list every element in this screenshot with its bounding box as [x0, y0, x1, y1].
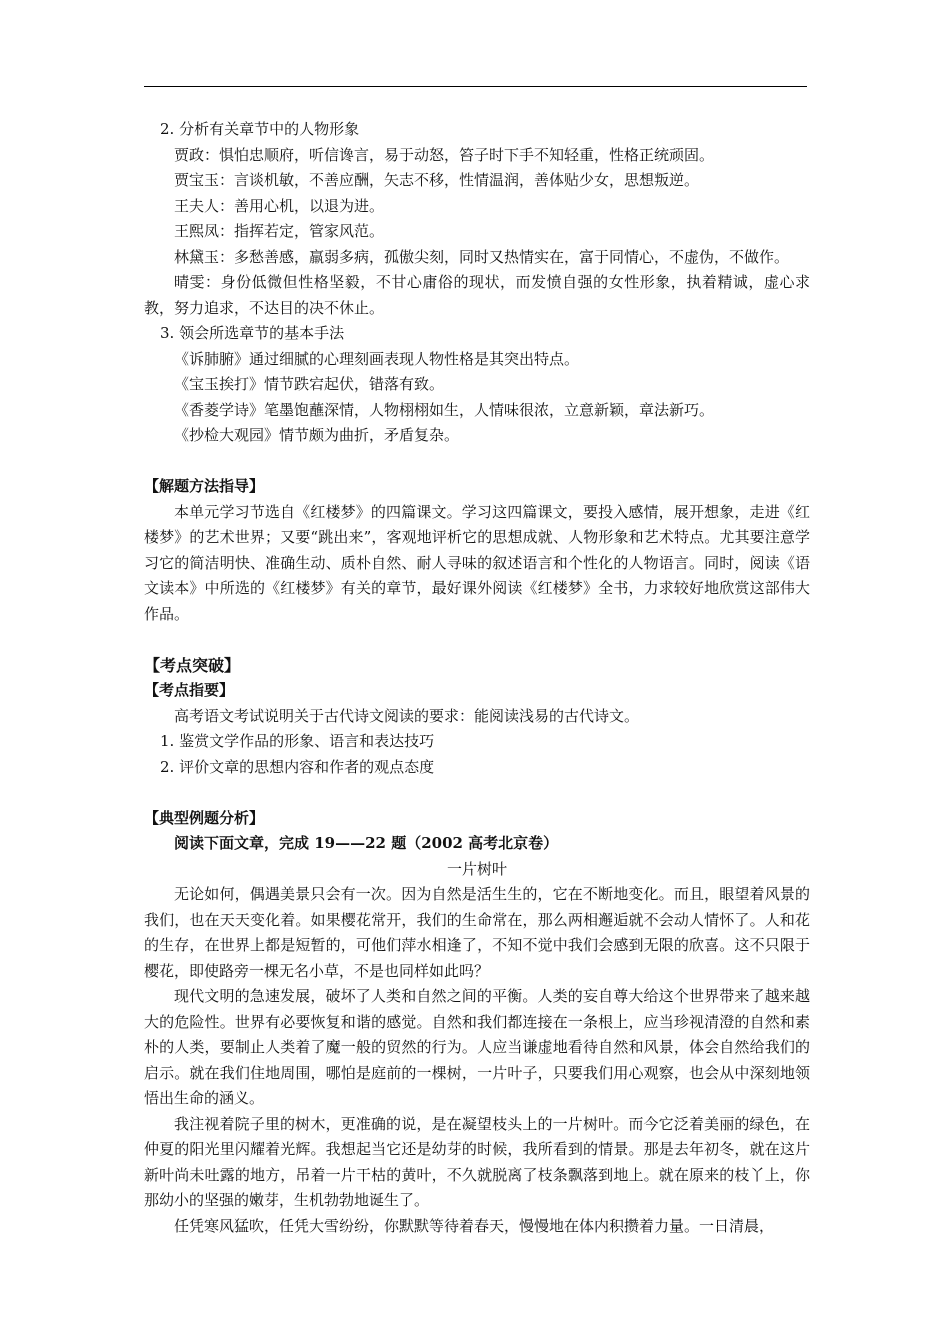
article-paragraph: 无论如何，偶遇美景只会有一次。因为自然是活生生的，它在不断地变化。而且，眼望着风景的我们，也在天天变化着。如果樱花常开，我们的生命常在，那么两相邂逅就不会动人情怀了。人和花的生存，在世界上都是短暂的，可他们萍水相逢了，不知不觉中我们会感到无限的欣喜。这不只限于樱花，即使路旁一棵无名小草，不是也同样如此吗？ [144, 885, 810, 980]
article-paragraph: 我注视着院子里的树木，更准确的说，是在凝望枝头上的一片树叶。而今它泛着美丽的绿色，在仲夏的阳光里闪耀着光辉。我想起当它还是幼芽的时候，我所看到的情景。那是去年初冬，就在这片新叶尚未吐露的地方，吊着一片干枯的黄叶，不久就脱离了枝条飘落到地上。就在原来的枝丫上，你那幼小的坚强的嫩芽，生机勃勃地诞生了。 [144, 1114, 810, 1209]
character-jiazheng: 贾政：惧怕忠顺府，听信谗言，易于动怒，笞子时下手不知轻重，性格正统顽固。 [174, 145, 715, 164]
technique-item: 《抄检大观园》情节颇为曲折，矛盾复杂。 [174, 426, 460, 444]
reading-instruction: 阅读下面文章，完成 19——22 题（2002 高考北京卷） [174, 834, 559, 852]
article-title: 一片树叶 [446, 859, 507, 878]
section-2-heading: 2. 分析有关章节中的人物形象 [160, 120, 360, 138]
document-page [144, 117, 810, 1239]
character-wangxifeng: 王熙凤：指挥若定，管家风范。 [174, 222, 385, 240]
article-paragraph: 任凭寒风猛吹，任凭大雪纷纷，你默默等待着春天，慢慢地在体内积攒着力量。一日清晨， [174, 1216, 775, 1235]
section-3-heading: 3. 领会所选章节的基本手法 [160, 324, 345, 342]
requirements-intro: 高考语文考试说明关于古代诗文阅读的要求：能阅读浅易的古代诗文。 [174, 706, 640, 725]
header-rule [144, 86, 807, 87]
key-point-item: 1. 鉴赏文学作品的形象、语言和表达技巧 [160, 732, 435, 750]
technique-item: 《香菱学诗》笔墨饱蘸深情，人物栩栩如生，人情味很浓，立意新颖，章法新巧。 [174, 400, 715, 419]
examples-heading: 【典型例题分析】 [144, 808, 265, 827]
character-lindaiyu: 林黛玉：多愁善感，羸弱多病，孤傲尖刻，同时又热情实在，富于同情心，不虚伪，不做作。 [174, 247, 790, 266]
key-points-heading: 【考点指要】 [144, 681, 235, 699]
technique-item: 《诉肺腑》通过细腻的心理刻画表现人物性格是其突出特点。 [174, 349, 580, 368]
method-heading: 【解题方法指导】 [144, 477, 265, 495]
key-point-item: 2. 评价文章的思想内容和作者的观点态度 [160, 757, 435, 776]
character-qingwen: 晴雯：身份低微但性格坚毅，不甘心庸俗的现状，而发愤自强的女性形象，执着精诚，虚心求教，努力追求，不达目的决不休止。 [144, 273, 810, 317]
article-paragraph: 现代文明的急速发展，破坏了人类和自然之间的平衡。人类的妄自尊大给这个世界带来了越来越大的危险性。世界有必要恢复和谐的感觉。自然和我们都连接在一条根上，应当珍视清澄的自然和素朴的人类，要制止人类着了魔一般的贸然的行为。人应当谦虚地看待自然和风景，体会自然给我们的启示。就在我们住地周围，哪怕是庭前的一棵树，一片叶子，只要我们用心观察，也会从中深刻地领悟出生命的涵义。 [144, 987, 810, 1107]
method-paragraph: 本单元学习节选自《红楼梦》的四篇课文。学习这四篇课文，要投入感情，展开想象，走进《红楼梦》的艺术世界；又要“跳出来”，客观地评析它的思想成就、人物形象和艺术特点。尤其要注意学习它的简洁明快、准确生动、质朴自然、耐人寻味的叙述语言和个性化的人物语言。同时，阅读《语文读本》中所选的《红楼梦》有关的章节，最好课外阅读《红楼梦》全书，力求较好地欣赏这部伟大作品。 [144, 502, 810, 623]
character-jiabaoyu: 贾宝玉：言谈机敏，不善应酬，矢志不移，性情温润，善体贴少女，思想叛逆。 [174, 171, 700, 189]
breakthrough-heading: 【考点突破】 [144, 655, 241, 675]
character-wangfuren: 王夫人：善用心机，以退为进。 [174, 196, 385, 215]
technique-item: 《宝玉挨打》情节跌宕起伏，错落有致。 [174, 375, 445, 393]
